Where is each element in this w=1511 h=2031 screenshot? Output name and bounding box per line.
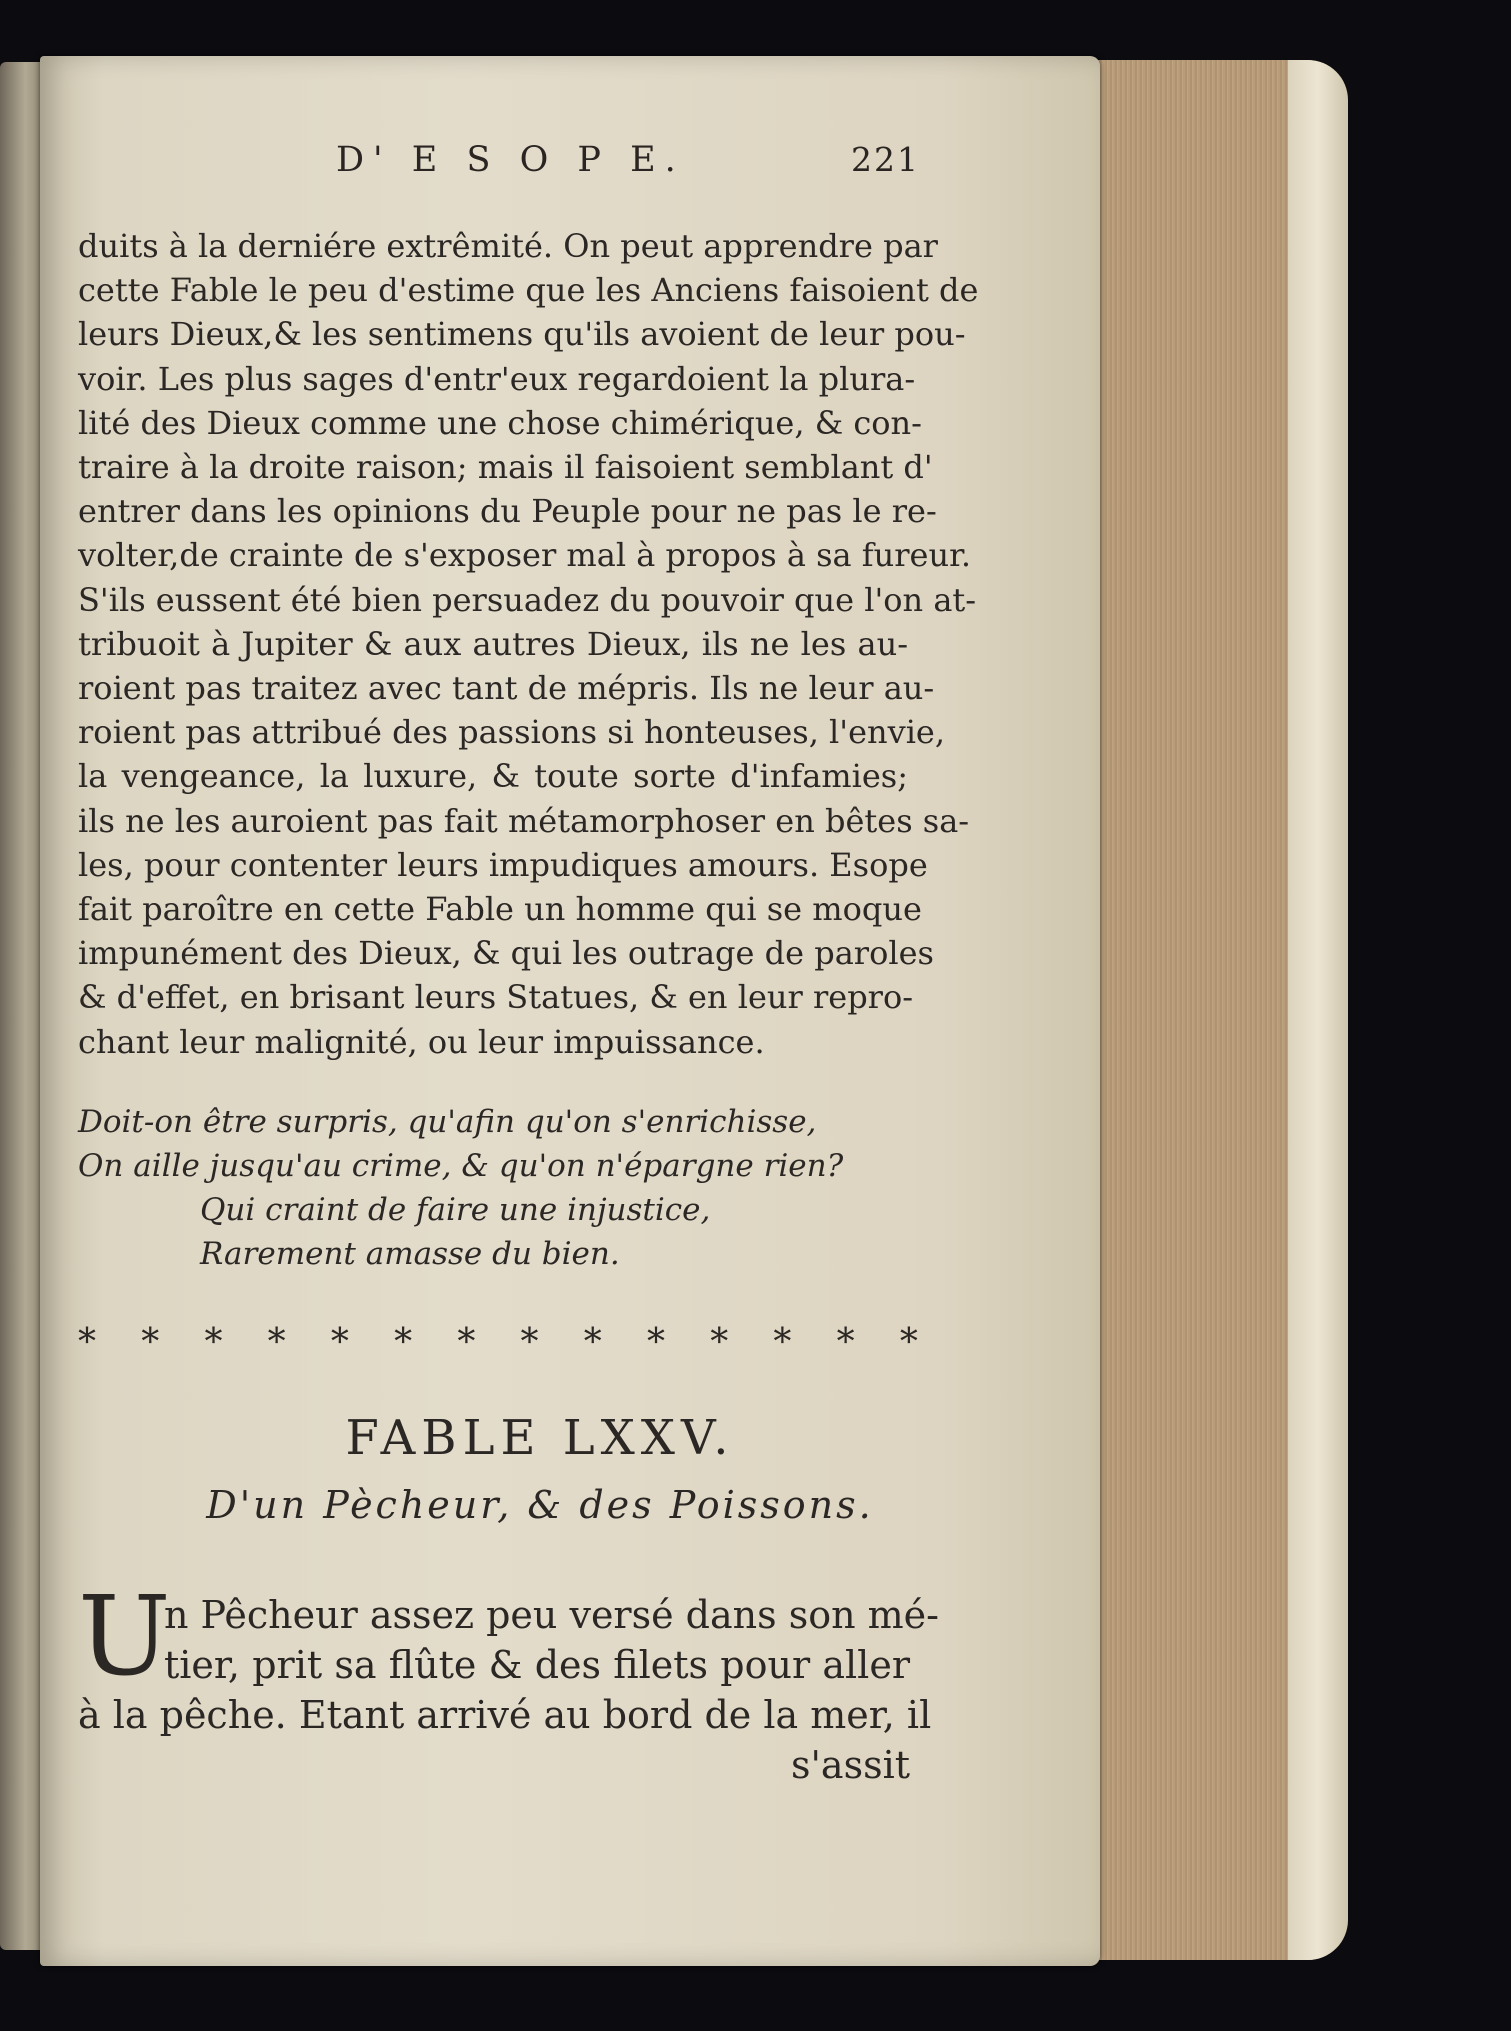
text-line: S'ils eussent été bien persuadez du pouvoir que l'on at- [78, 580, 977, 619]
text-line: volter,de crainte de s'exposer mal à propos à sa fureur. [78, 536, 972, 575]
text-line: & d'effet, en brisant leurs Statues, & en leur repro- [78, 978, 914, 1017]
text-line: n Pêcheur assez peu versé dans son mé- [164, 1593, 939, 1637]
text-line: roient pas attribué des passions si honteuses, l'envie, [78, 713, 946, 752]
page-number: 221 [851, 140, 920, 179]
text-line: ils ne les auroient pas fait métamorphoser en bêtes sa- [78, 801, 970, 840]
fable-title: FABLE LXXV. [345, 1410, 735, 1466]
asterisk-ornament: * [583, 1322, 602, 1363]
asterisk-ornament: * [78, 1322, 96, 1363]
asterisk-ornament: * [204, 1322, 223, 1363]
fable-text [78, 1590, 939, 1790]
asterisk-ornament: * [520, 1322, 539, 1363]
text-line: leurs Dieux,& les sentimens qu'ils avoient de leur pou- [78, 315, 966, 354]
text-line: roient pas traitez avec tant de mépris. Ils ne leur au- [78, 669, 935, 708]
asterisk-ornament: * [267, 1322, 286, 1363]
catchword: s'assit [790, 1743, 910, 1787]
asterisk-ornament: * [773, 1322, 792, 1363]
text-line: chant leur malignité, ou leur impuissance. [78, 1022, 765, 1061]
verse-line: Doit-on être surpris, qu'afin qu'on s'enrichisse, [78, 1104, 817, 1140]
book-fore-edge [1088, 60, 1320, 1960]
text-line: tribuoit à Jupiter & aux autres Dieux, ils ne les au- [78, 624, 908, 663]
drop-cap-initial: U [78, 1572, 171, 1700]
text-line: duits à la derniére extrêmité. On peut apprendre par [78, 227, 938, 265]
commentary-text [78, 224, 979, 1064]
text-line: tier, prit sa flûte & des filets pour aller [164, 1643, 910, 1687]
asterisk-ornament: * [141, 1322, 160, 1363]
text-line: traire à la droite raison; mais il faisoient semblant d' [78, 448, 933, 487]
asterisk-ornament: * [330, 1322, 349, 1363]
asterisk-divider [78, 1322, 918, 1363]
text-line: la vengeance, la luxure, & toute sorte d'infamies; [78, 757, 908, 796]
text-line: lité des Dieux comme une chose chimérique, & con- [78, 403, 922, 442]
text-line: les, pour contenter leurs impudiques amours. Esope [78, 845, 928, 884]
text-line: entrer dans les opinions du Peuple pour ne pas le re- [78, 492, 937, 531]
asterisk-ornament: * [836, 1322, 855, 1363]
text-line: cette Fable le peu d'estime que les Anciens faisoient de [78, 271, 979, 310]
text-line: à la pêche. Etant arrivé au bord de la mer, il [78, 1693, 932, 1737]
text-line: voir. Les plus sages d'entr'eux regardoient la plura- [78, 359, 916, 398]
moral-verse [78, 1100, 938, 1276]
verse-line: Rarement amasse du bien. [200, 1236, 620, 1272]
asterisk-ornament: * [710, 1322, 729, 1363]
asterisk-ornament: * [394, 1322, 413, 1363]
asterisk-ornament: * [899, 1322, 918, 1363]
verse-line: Qui craint de faire une injustice, [200, 1192, 711, 1228]
asterisk-ornament: * [457, 1322, 476, 1363]
verse-line: On aille jusqu'au crime, & qu'on n'épargne rien? [78, 1148, 844, 1184]
text-line: impunément des Dieux, & qui les outrage de paroles [78, 934, 934, 973]
text-line: fait paroître en cette Fable un homme qui se moque [78, 890, 922, 929]
fable-subtitle: D'un Pècheur, & des Poissons. [206, 1483, 874, 1527]
running-head: D' E S O P E. [336, 140, 685, 180]
asterisk-ornament: * [646, 1322, 665, 1363]
page-header [40, 140, 920, 190]
